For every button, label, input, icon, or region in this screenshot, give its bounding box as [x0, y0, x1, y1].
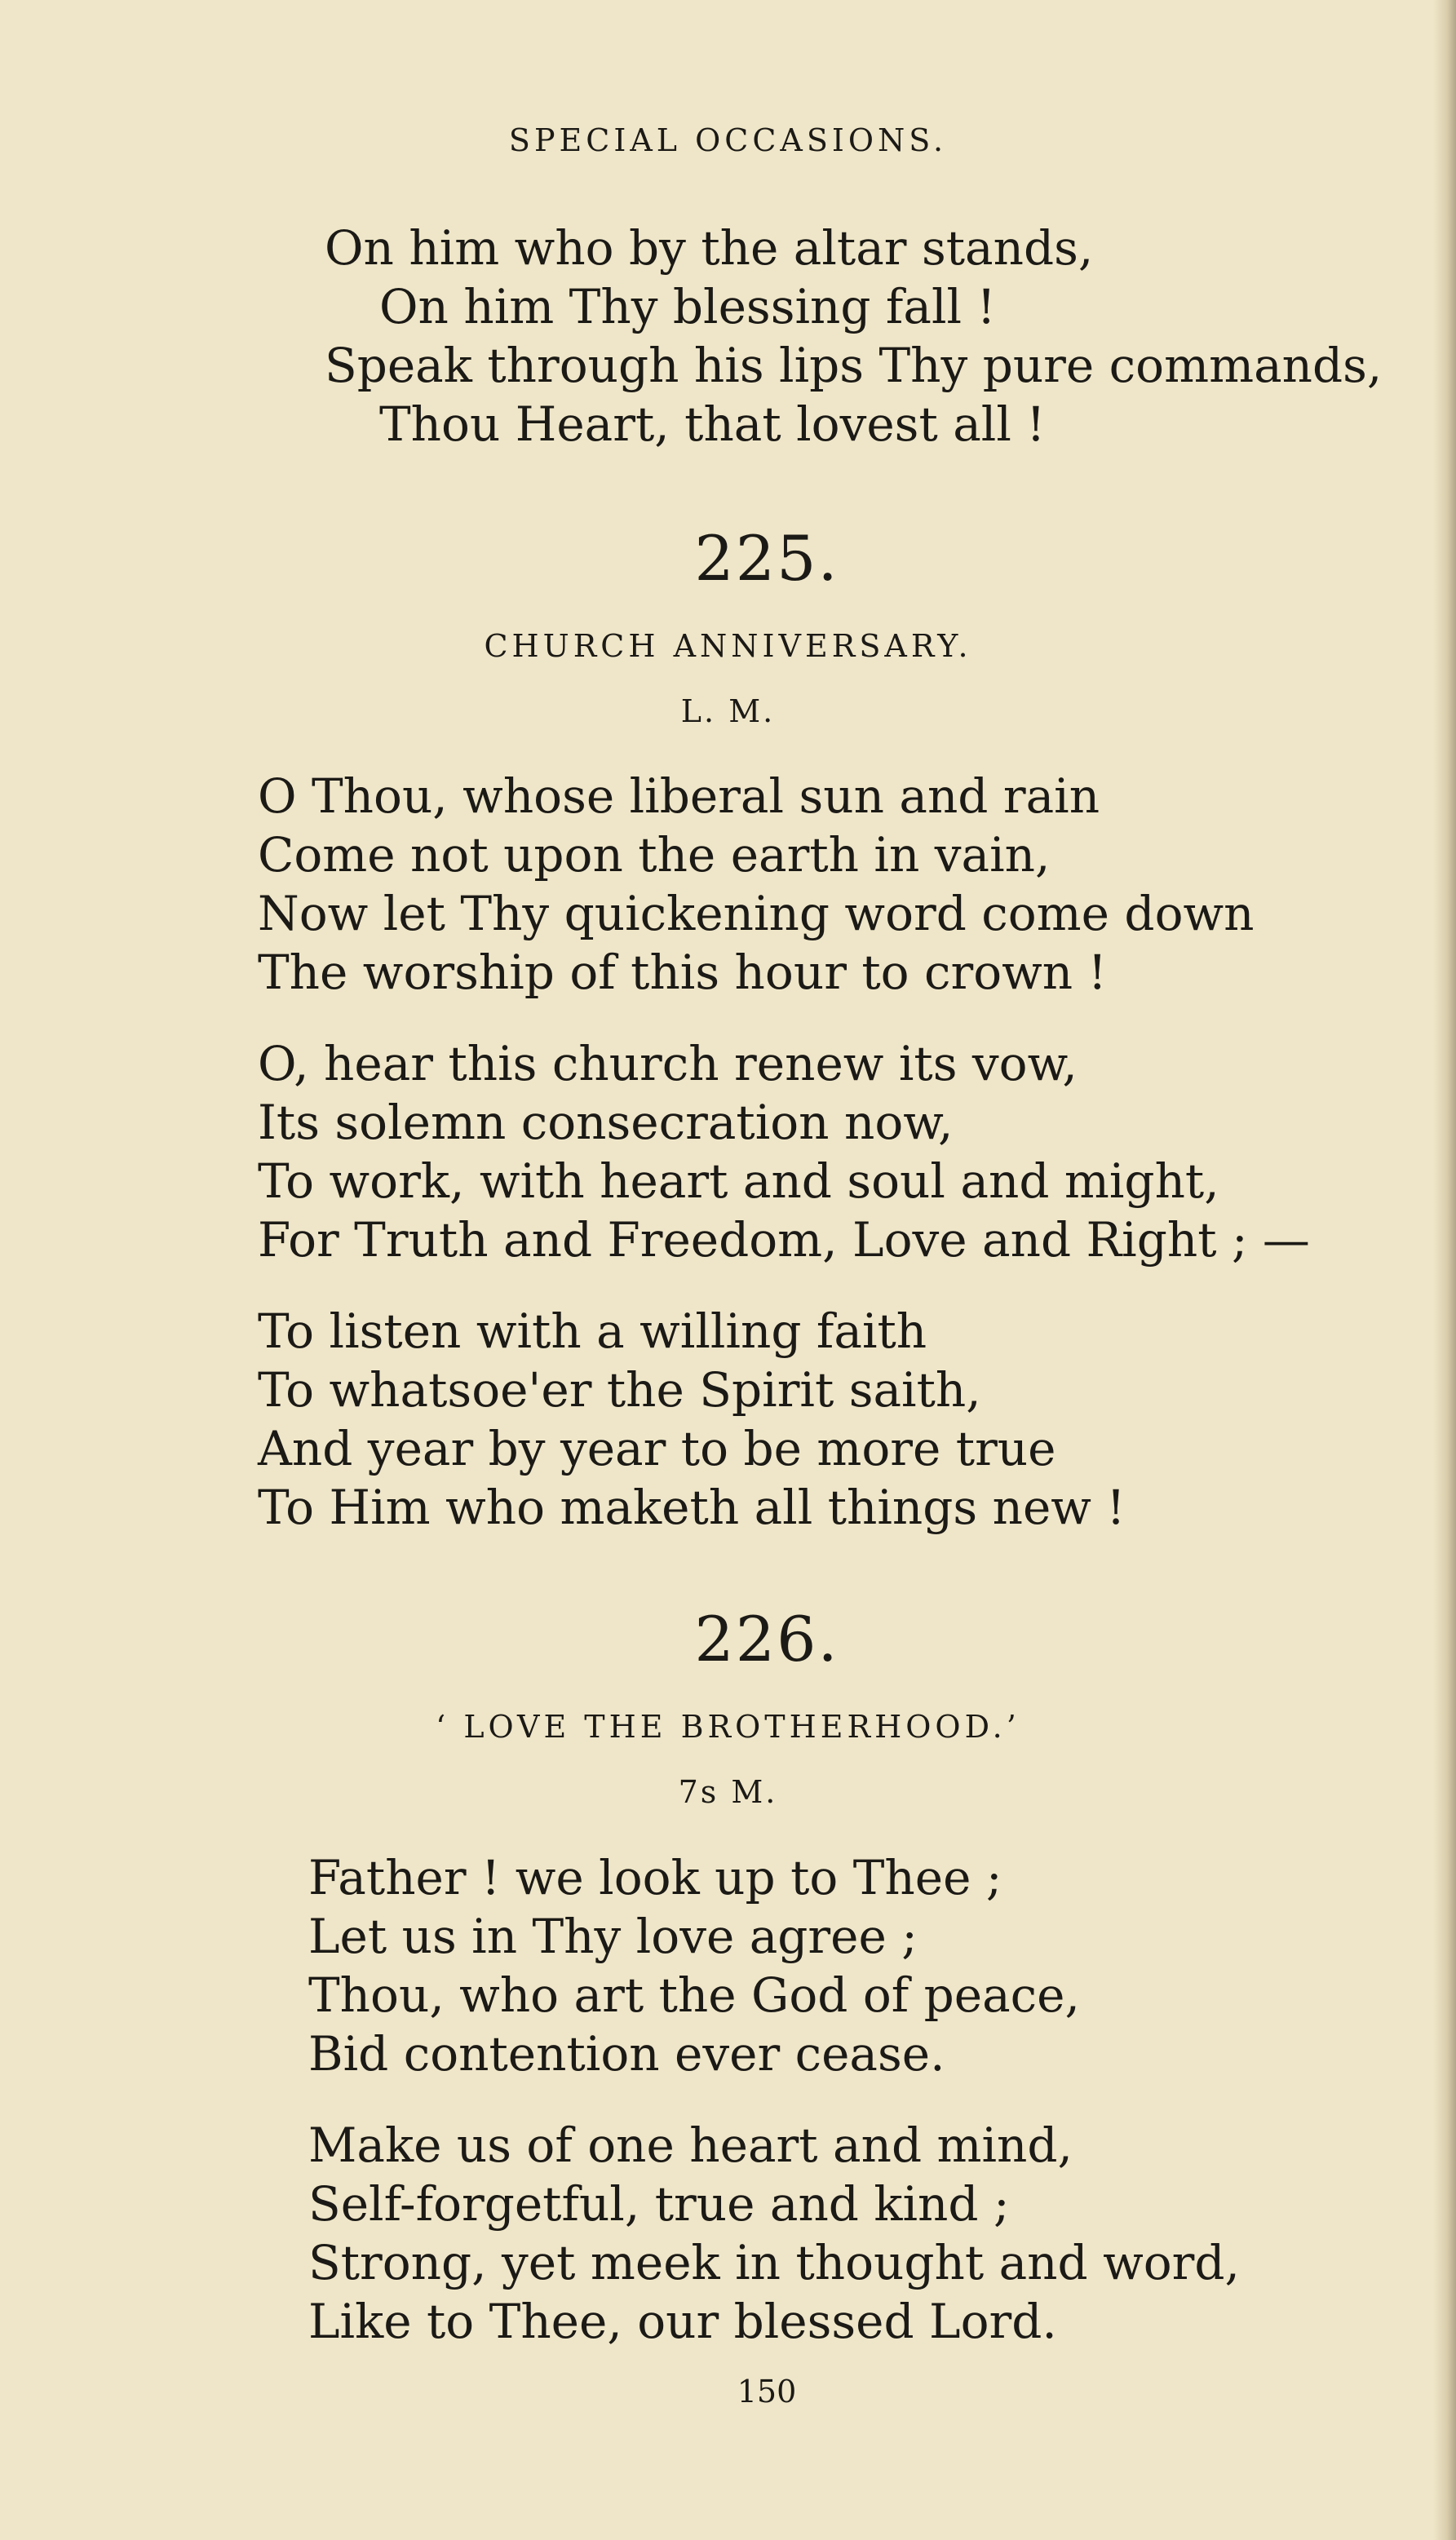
page-number: 150	[737, 2374, 797, 2409]
verse-line: Speak through his lips Thy pure commands,	[325, 338, 1383, 393]
verse-line: O Thou, whose liberal sun and rain	[258, 768, 1100, 824]
verse-line: Come not upon the earth in vain,	[258, 827, 1051, 883]
verse-line: On him Thy blessing fall !	[379, 279, 996, 334]
verse-line: Now let Thy quickening word come down	[258, 886, 1255, 941]
verse-line: O, hear this church renew its vow,	[258, 1036, 1078, 1091]
page-edge	[1433, 0, 1456, 2540]
verse-line: On him who by the altar stands,	[325, 220, 1094, 276]
verse-line: For Truth and Freedom, Love and Right ; —	[258, 1212, 1310, 1268]
hymn-title: CHURCH ANNIVERSARY.	[484, 628, 972, 664]
verse-line: To work, with heart and soul and might,	[258, 1153, 1219, 1209]
verse-line: Thou, who art the God of peace,	[308, 1967, 1080, 2023]
verse-line: Self-forgetful, true and kind ;	[308, 2176, 1010, 2232]
running-head: SPECIAL OCCASIONS.	[508, 122, 948, 158]
verse-line: Like to Thee, our blessed Lord.	[308, 2294, 1057, 2349]
verse-line: Bid contention ever cease.	[308, 2026, 945, 2082]
verse-line: To whatsoe'er the Spirit saith,	[258, 1362, 981, 1418]
hymn-title: ‘ LOVE THE BROTHERHOOD.’	[436, 1709, 1020, 1745]
verse-line: And year by year to be more true	[258, 1421, 1056, 1476]
hymn-meter: L. M.	[680, 693, 776, 729]
hymn-number: 225.	[694, 522, 839, 595]
verse-line: To Him who maketh all things new !	[258, 1480, 1126, 1535]
hymn-number: 226.	[694, 1603, 839, 1675]
verse-line: Thou Heart, that lovest all !	[379, 396, 1046, 452]
verse-line: Father ! we look up to Thee ;	[308, 1850, 1002, 1905]
hymn-meter: 7s M.	[678, 1774, 778, 1810]
verse-line: Let us in Thy love agree ;	[308, 1909, 918, 1964]
verse-line: Strong, yet meek in thought and word,	[308, 2235, 1240, 2290]
verse-line: Make us of one heart and mind,	[308, 2117, 1073, 2173]
verse-line: To listen with a willing faith	[258, 1303, 927, 1359]
verse-line: Its solemn consecration now,	[258, 1095, 954, 1150]
verse-line: The worship of this hour to crown !	[258, 945, 1107, 1000]
